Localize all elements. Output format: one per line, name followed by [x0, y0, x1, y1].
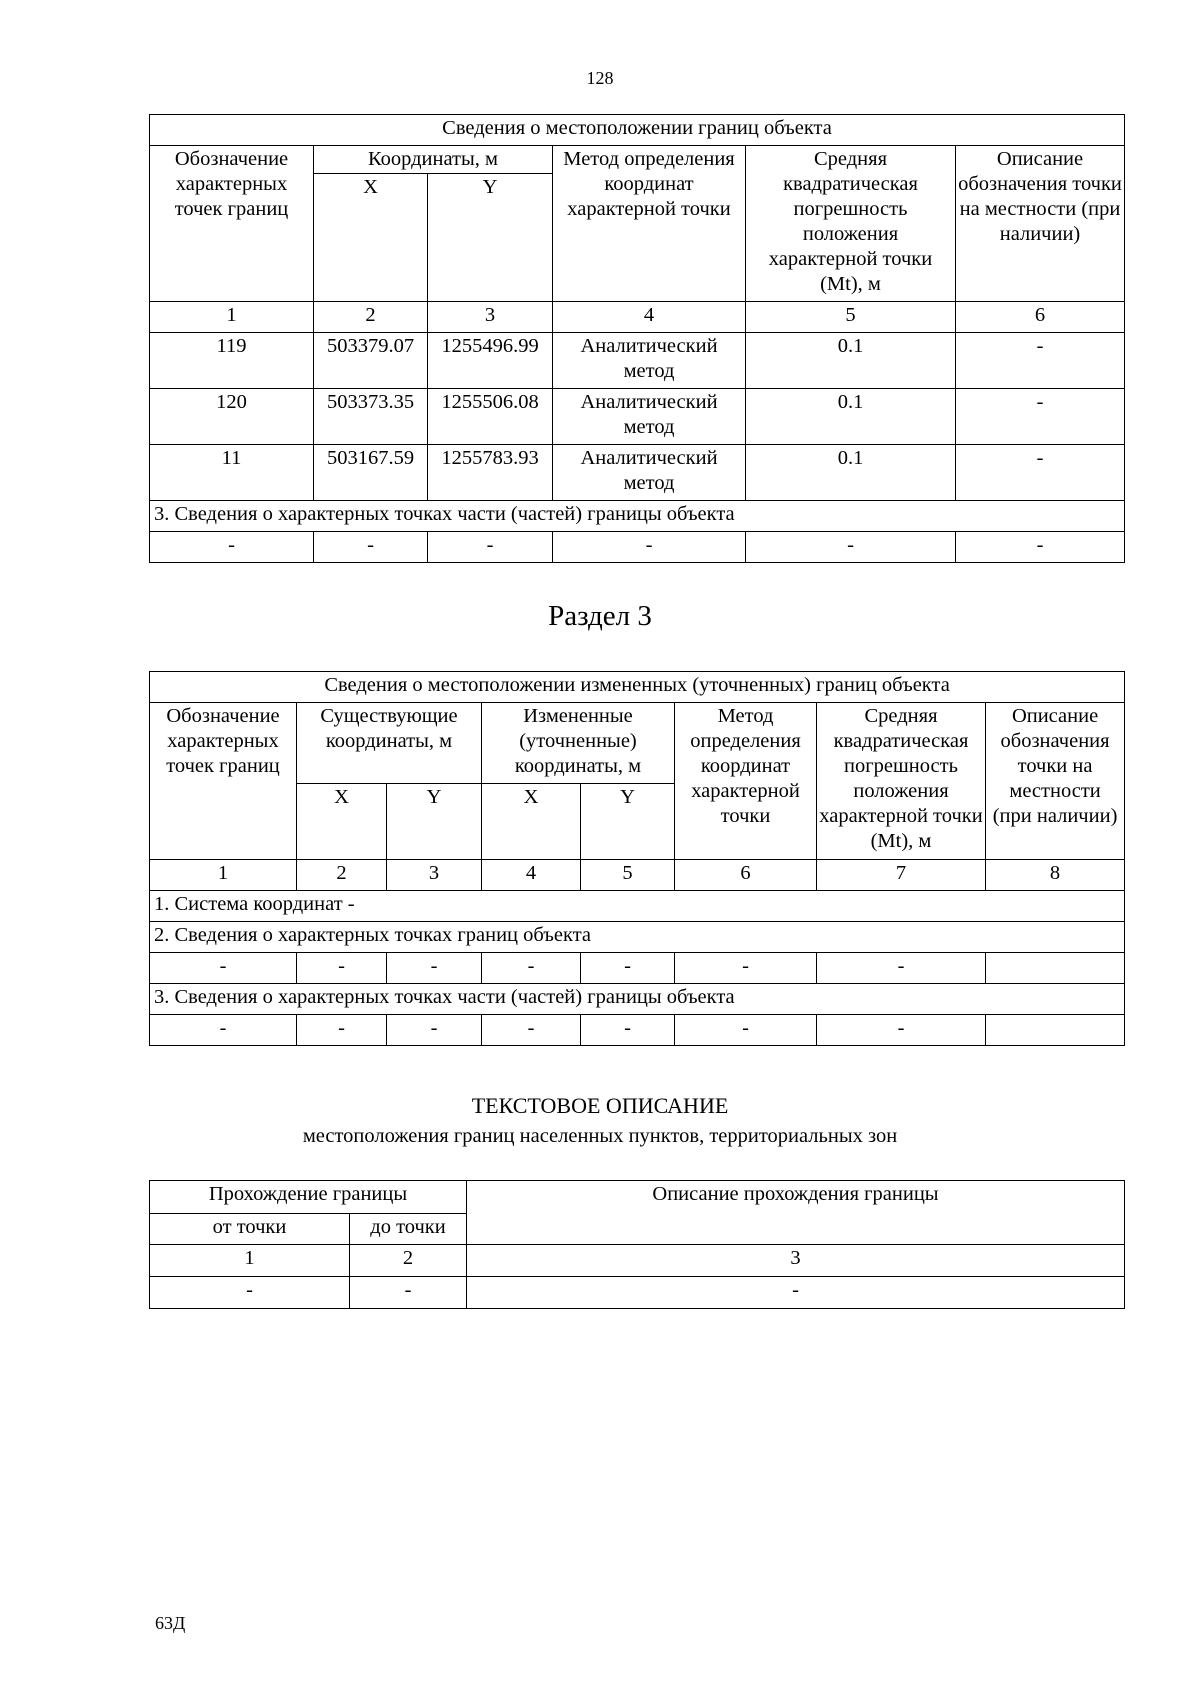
- col-number: 6: [675, 860, 817, 891]
- table-row: [150, 953, 1125, 984]
- col-number: 2: [350, 1245, 467, 1277]
- table-row: [150, 1277, 1125, 1309]
- cell-dash: -: [297, 953, 387, 984]
- cell-dash: -: [150, 532, 314, 563]
- header-error: Средняя квадратическая погрешность положения характерной точки (Mt), м: [817, 703, 986, 860]
- col-number: 5: [746, 302, 956, 333]
- col-number: 3: [467, 1245, 1125, 1277]
- cell-x: 503373.35: [314, 389, 428, 445]
- table-title: Сведения о местоположении измененных (уточненных) границ объекта: [150, 672, 1125, 703]
- col-number: 2: [297, 860, 387, 891]
- col-number: 4: [553, 302, 746, 333]
- cell-dash: -: [482, 1015, 581, 1046]
- header-existing: Существующие координаты, м: [297, 703, 482, 784]
- cell-dash: -: [150, 1015, 297, 1046]
- cell-dash: -: [467, 1277, 1125, 1309]
- cell-error: 0.1: [746, 445, 956, 501]
- cell-dash: -: [350, 1277, 467, 1309]
- cell-dash: -: [387, 953, 482, 984]
- cell-dash: -: [297, 1015, 387, 1046]
- col-number: 2: [314, 302, 428, 333]
- header-x: X: [297, 784, 387, 860]
- header-to-point: до точки: [350, 1214, 467, 1245]
- header-changed: Измененные (уточненные) координаты, м: [482, 703, 675, 784]
- header-from-point: от точки: [150, 1214, 350, 1245]
- section3-label: 3. Сведения о характерных точках части (частей) границы объекта: [150, 984, 1125, 1015]
- table-row: [150, 445, 1125, 501]
- cell-dash: -: [675, 1015, 817, 1046]
- header-x: X: [482, 784, 581, 860]
- col-number: 3: [428, 302, 553, 333]
- table-row: [150, 1015, 1125, 1046]
- col-number: 4: [482, 860, 581, 891]
- cell-dash: -: [746, 532, 956, 563]
- col-number: 1: [150, 1245, 350, 1277]
- header-designation: Обозначение характерных точек границ: [150, 146, 314, 302]
- cell-dash: -: [387, 1015, 482, 1046]
- col-number: 1: [150, 302, 314, 333]
- cell-dash: -: [314, 532, 428, 563]
- boundary-passage-table: [149, 1180, 1125, 1309]
- cell-x: 503379.07: [314, 333, 428, 389]
- page-number: 128: [586, 68, 614, 88]
- cell-dash: -: [956, 532, 1125, 563]
- header-method: Метод определения координат характерной точки: [675, 703, 817, 860]
- cell-point: 120: [150, 389, 314, 445]
- section1-label: 1. Система координат -: [150, 891, 1125, 922]
- header-coords: Координаты, м: [314, 146, 553, 174]
- table-row: [150, 333, 1125, 389]
- table-row: [150, 532, 1125, 563]
- cell-method: Аналитический метод: [553, 389, 746, 445]
- cell-empty: [986, 953, 1125, 984]
- changed-boundaries-table: [149, 671, 1125, 1046]
- col-number: 6: [956, 302, 1125, 333]
- cell-dash: -: [553, 532, 746, 563]
- cell-dash: -: [817, 953, 986, 984]
- cell-point: 11: [150, 445, 314, 501]
- col-number: 5: [581, 860, 675, 891]
- header-description: Описание обозначения точки на местности (при наличии): [986, 703, 1125, 860]
- cell-error: 0.1: [746, 389, 956, 445]
- text-description-title: ТЕКСТОВОЕ ОПИСАНИЕ: [471, 1093, 729, 1118]
- cell-x: 503167.59: [314, 445, 428, 501]
- col-number: 7: [817, 860, 986, 891]
- section2-label: 2. Сведения о характерных точках границ объекта: [150, 922, 1125, 953]
- cell-dash: -: [150, 1277, 350, 1309]
- cell-description: -: [956, 333, 1125, 389]
- footer-code: 63Д: [155, 1613, 186, 1633]
- cell-dash: -: [150, 953, 297, 984]
- cell-method: Аналитический метод: [553, 333, 746, 389]
- section-heading: Раздел 3: [548, 600, 652, 632]
- header-y: Y: [428, 174, 553, 302]
- table-row: [150, 389, 1125, 445]
- col-number: 3: [387, 860, 482, 891]
- text-description-subtitle: местоположения границ населенных пунктов, территориальных зон: [302, 1125, 898, 1147]
- header-method: Метод определения координат характерной точки: [553, 146, 746, 302]
- header-description: Описание обозначения точки на местности (при наличии): [956, 146, 1125, 302]
- header-passage-description: Описание прохождения границы: [467, 1181, 1125, 1245]
- cell-point: 119: [150, 333, 314, 389]
- cell-y: 1255783.93: [428, 445, 553, 501]
- col-number: 8: [986, 860, 1125, 891]
- section3-label: 3. Сведения о характерных точках части (частей) границы объекта: [150, 501, 1125, 532]
- cell-error: 0.1: [746, 333, 956, 389]
- cell-dash: -: [581, 953, 675, 984]
- cell-dash: -: [817, 1015, 986, 1046]
- header-error: Средняя квадратическая погрешность положения характерной точки (Mt), м: [746, 146, 956, 302]
- cell-y: 1255496.99: [428, 333, 553, 389]
- cell-dash: -: [482, 953, 581, 984]
- cell-y: 1255506.08: [428, 389, 553, 445]
- cell-description: -: [956, 445, 1125, 501]
- cell-method: Аналитический метод: [553, 445, 746, 501]
- header-y: Y: [387, 784, 482, 860]
- cell-dash: -: [675, 953, 817, 984]
- cell-dash: -: [428, 532, 553, 563]
- cell-description: -: [956, 389, 1125, 445]
- table-title: Сведения о местоположении границ объекта: [150, 115, 1125, 146]
- col-number: 1: [150, 860, 297, 891]
- header-y: Y: [581, 784, 675, 860]
- cell-dash: -: [581, 1015, 675, 1046]
- boundary-coordinates-table: [149, 114, 1125, 563]
- header-passage: Прохождение границы: [150, 1181, 467, 1214]
- header-x: X: [314, 174, 428, 302]
- cell-empty: [986, 1015, 1125, 1046]
- header-designation: Обозначение характерных точек границ: [150, 703, 297, 860]
